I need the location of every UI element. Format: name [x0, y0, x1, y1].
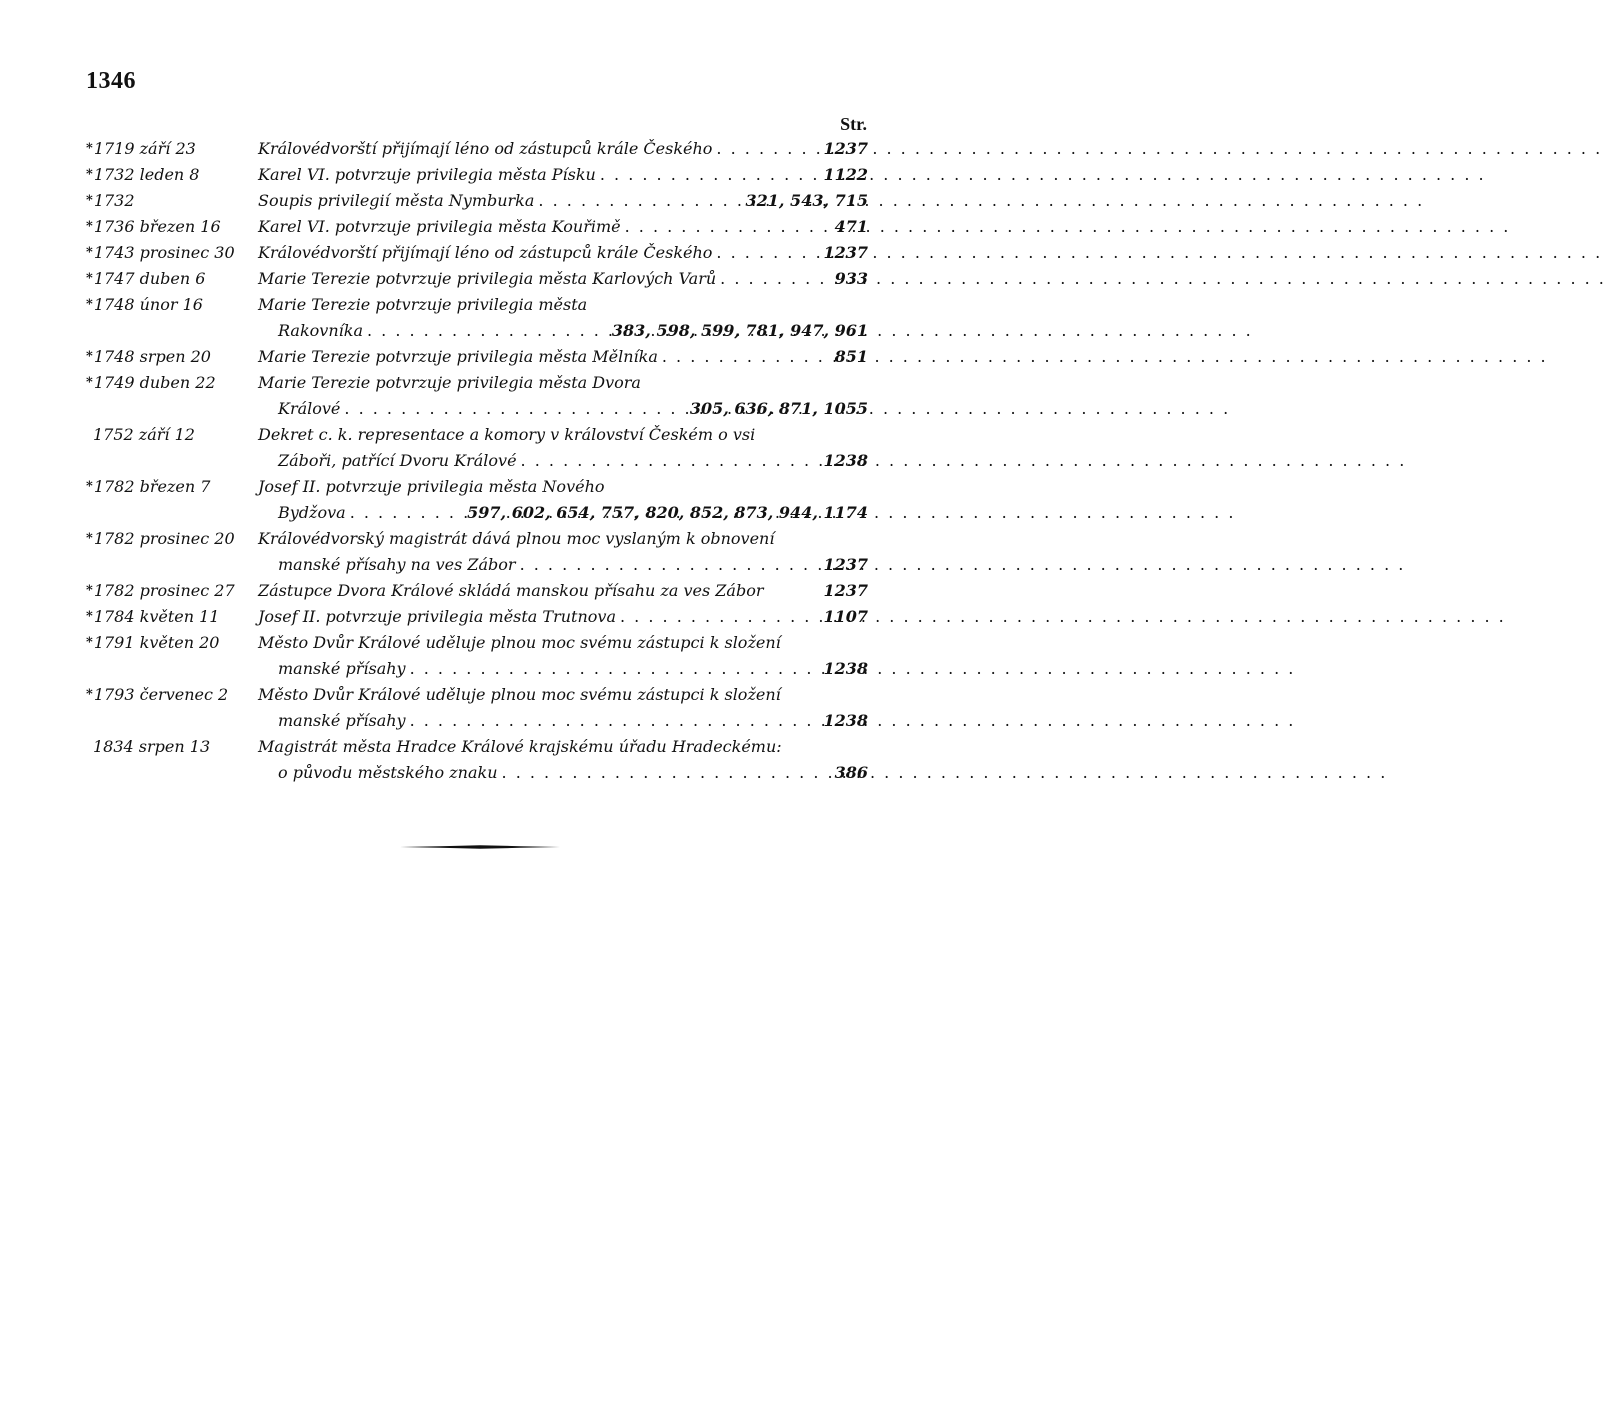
entry-line	[258, 162, 868, 188]
dot-leader	[410, 656, 820, 682]
entry-description	[258, 344, 868, 370]
index-entry	[86, 630, 868, 682]
entry-text: Záboři, patřící Dvoru Králové	[278, 451, 517, 470]
dot-leader	[620, 604, 819, 630]
entry-line	[258, 188, 868, 214]
entry-date-cell	[86, 578, 258, 604]
entry-date-cell	[86, 682, 258, 708]
entry-star-marker: *	[86, 141, 93, 156]
entry-date: 1747 duben 6	[93, 269, 206, 288]
dot-leader	[625, 214, 831, 240]
entry-star-marker: *	[86, 635, 93, 650]
entry-page-refs: 1237	[823, 581, 868, 600]
dot-leader	[716, 240, 819, 266]
entry-line	[258, 526, 868, 552]
entry-date-cell	[86, 136, 258, 162]
entry-description	[258, 266, 868, 292]
entry-line	[258, 578, 868, 604]
entry-star-marker: *	[86, 687, 93, 702]
entry-text: Soupis privilegií města Nymburka	[258, 191, 535, 210]
entry-date: 1749 duben 22	[93, 373, 216, 392]
entry-page-refs: 1238	[823, 451, 868, 470]
entry-line	[258, 292, 868, 318]
entry-date: 1752 září 12	[93, 425, 195, 444]
entry-text: Královédvorský magistrát dává plnou moc vyslaným k obnovení	[258, 529, 775, 548]
entry-description	[258, 526, 868, 578]
entry-line	[258, 344, 868, 370]
page-column-header: Str.	[840, 114, 867, 134]
dot-leader	[410, 708, 820, 734]
entry-text: Dekret c. k. representace a komory v království Českém o vsi	[258, 425, 756, 444]
page-number: 1346	[86, 68, 136, 94]
index-entry	[86, 344, 868, 370]
entry-date-cell	[86, 604, 258, 630]
index-entry	[86, 214, 868, 240]
entry-star-marker: *	[86, 583, 93, 598]
entry-page-refs: 597, 602, 654, 757, 820, 852, 873, 944, 1174	[467, 503, 868, 522]
entry-text: Marie Terezie potvrzuje privilegia města Mělníka	[258, 347, 658, 366]
entry-text: Karel VI. potvrzuje privilegia města Kouřimě	[258, 217, 621, 236]
entry-description	[258, 370, 868, 422]
entry-text: o původu městského znaku	[278, 763, 498, 782]
entry-description	[258, 578, 868, 604]
entry-page-refs: 1238	[823, 659, 868, 678]
dot-leader	[662, 344, 831, 370]
entry-text: manské přísahy na ves Zábor	[278, 555, 516, 574]
entry-date: 1834 srpen 13	[93, 737, 211, 756]
entry-date-cell	[86, 526, 258, 552]
entry-text: Město Dvůr Králové uděluje plnou moc svému zástupci k složení	[258, 685, 781, 704]
entry-date-cell	[86, 240, 258, 266]
entry-page-refs: 1237	[823, 555, 868, 574]
entry-page-refs: 471	[834, 217, 868, 236]
entry-date: 1748 srpen 20	[93, 347, 211, 366]
entry-page-refs: 933	[834, 269, 868, 288]
entry-text: Královédvorští přijímají léno od zástupců krále Českého	[258, 139, 713, 158]
entry-line	[258, 136, 868, 162]
index-entry	[86, 240, 868, 266]
entry-date: 1782 prosinec 27	[93, 581, 235, 600]
dot-leader	[720, 266, 830, 292]
entry-date-cell	[86, 266, 258, 292]
index-entries	[86, 136, 868, 786]
index-entry	[86, 604, 868, 630]
entry-description	[258, 474, 868, 526]
entry-date-cell	[86, 370, 258, 396]
entry-date-cell	[86, 474, 258, 500]
entry-text: Králové	[278, 399, 341, 418]
dot-leader	[344, 396, 685, 422]
entry-line	[258, 760, 868, 786]
entry-date: 1782 březen 7	[93, 477, 211, 496]
entry-page-refs: 383, 598, 599, 781, 947, 961	[611, 321, 868, 340]
index-entry	[86, 266, 868, 292]
entry-page-refs: 1107	[823, 607, 868, 626]
entry-line	[258, 630, 868, 656]
entry-text: Karel VI. potvrzuje privilegia města Písku	[258, 165, 596, 184]
index-entry	[86, 188, 868, 214]
index-entry	[86, 292, 868, 344]
entry-date: 1784 květen 11	[93, 607, 220, 626]
dot-leader	[521, 448, 820, 474]
spacer	[763, 578, 823, 604]
entry-text: Magistrát města Hradce Králové krajskému úřadu Hradeckému:	[258, 737, 782, 756]
entry-page-refs: 386	[834, 763, 868, 782]
entry-text: Marie Terezie potvrzuje privilegia města	[258, 295, 588, 314]
entry-star-marker: *	[86, 479, 93, 494]
entry-page-refs: 1237	[823, 243, 868, 262]
entry-description	[258, 136, 868, 162]
index-entry	[86, 578, 868, 604]
entry-star-marker: *	[86, 375, 93, 390]
entry-date-cell	[86, 734, 258, 760]
entry-line	[258, 734, 868, 760]
entry-line	[258, 240, 868, 266]
entry-text: Zástupce Dvora Králové skládá manskou přísahu za ves Zábor	[258, 581, 764, 600]
entry-line	[258, 682, 868, 708]
entry-star-marker: *	[86, 167, 93, 182]
index-entry	[86, 734, 868, 786]
entry-star-marker: *	[86, 219, 93, 234]
entry-date: 1732	[93, 191, 135, 210]
entry-line	[258, 500, 868, 526]
dot-leader	[520, 552, 820, 578]
entry-star-marker: *	[86, 271, 93, 286]
entry-line	[258, 318, 868, 344]
entry-date-cell	[86, 214, 258, 240]
dot-leader	[350, 500, 463, 526]
entry-description	[258, 630, 868, 682]
entry-text: Marie Terezie potvrzuje privilegia města Karlových Varů	[258, 269, 717, 288]
entry-date-cell	[86, 422, 258, 448]
entry-description	[258, 214, 868, 240]
dot-leader	[538, 188, 741, 214]
index-entry	[86, 136, 868, 162]
entry-description	[258, 162, 868, 188]
entry-date: 1782 prosinec 20	[93, 529, 235, 548]
entry-star-marker: *	[86, 193, 93, 208]
entry-line	[258, 552, 868, 578]
entry-description	[258, 734, 868, 786]
dot-leader	[367, 318, 608, 344]
entry-line	[258, 604, 868, 630]
entry-line	[258, 396, 868, 422]
entry-date-cell	[86, 292, 258, 318]
entry-star-marker: *	[86, 245, 93, 260]
entry-date-cell	[86, 344, 258, 370]
entry-page-refs: 1238	[823, 711, 868, 730]
index-entry	[86, 162, 868, 188]
entry-date: 1793 červenec 2	[93, 685, 229, 704]
entry-description	[258, 422, 868, 474]
dot-leader	[716, 136, 819, 162]
entry-page-refs: 1122	[823, 165, 868, 184]
entry-text: Josef II. potvrzuje privilegia města Trutnova	[258, 607, 616, 626]
entry-page-refs: 321, 543, 715	[745, 191, 868, 210]
entry-description	[258, 604, 868, 630]
entry-star-marker: *	[86, 349, 93, 364]
entry-date: 1791 květen 20	[93, 633, 220, 652]
entry-text: Josef II. potvrzuje privilegia města Nového	[258, 477, 605, 496]
end-rule	[400, 843, 560, 851]
entry-star-marker: *	[86, 531, 93, 546]
entry-star-marker: *	[86, 609, 93, 624]
index-entry	[86, 526, 868, 578]
entry-description	[258, 188, 868, 214]
entry-page-refs: 305, 636, 871, 1055	[689, 399, 868, 418]
entry-line	[258, 708, 868, 734]
index-entry	[86, 422, 868, 474]
entry-text: Marie Terezie potvrzuje privilegia města Dvora	[258, 373, 641, 392]
entry-line	[258, 422, 868, 448]
entry-description	[258, 240, 868, 266]
entry-date: 1743 prosinec 30	[93, 243, 235, 262]
entry-date: 1736 březen 16	[93, 217, 221, 236]
entry-date: 1732 leden 8	[93, 165, 200, 184]
index-entry	[86, 682, 868, 734]
entry-date: 1719 září 23	[93, 139, 196, 158]
entry-text: Město Dvůr Králové uděluje plnou moc svému zástupci k složení	[258, 633, 781, 652]
entry-line	[258, 266, 868, 292]
entry-text: Rakovníka	[278, 321, 363, 340]
entry-line	[258, 214, 868, 240]
entry-page-refs: 851	[834, 347, 868, 366]
entry-text: Královédvorští přijímají léno od zástupců krále Českého	[258, 243, 713, 262]
entry-date: 1748 únor 16	[93, 295, 203, 314]
entry-date-cell	[86, 630, 258, 656]
entry-text: manské přísahy	[278, 711, 406, 730]
index-entry	[86, 474, 868, 526]
index-entry	[86, 370, 868, 422]
entry-text: Bydžova	[278, 503, 346, 522]
entry-page-refs: 1237	[823, 139, 868, 158]
entry-description	[258, 292, 868, 344]
entry-date-cell	[86, 162, 258, 188]
entry-star-marker: *	[86, 297, 93, 312]
dot-leader	[600, 162, 820, 188]
entry-line	[258, 656, 868, 682]
entry-line	[258, 474, 868, 500]
dot-leader	[502, 760, 831, 786]
entry-line	[258, 448, 868, 474]
entry-date-cell	[86, 188, 258, 214]
entry-description	[258, 682, 868, 734]
entry-line	[258, 370, 868, 396]
entry-text: manské přísahy	[278, 659, 406, 678]
